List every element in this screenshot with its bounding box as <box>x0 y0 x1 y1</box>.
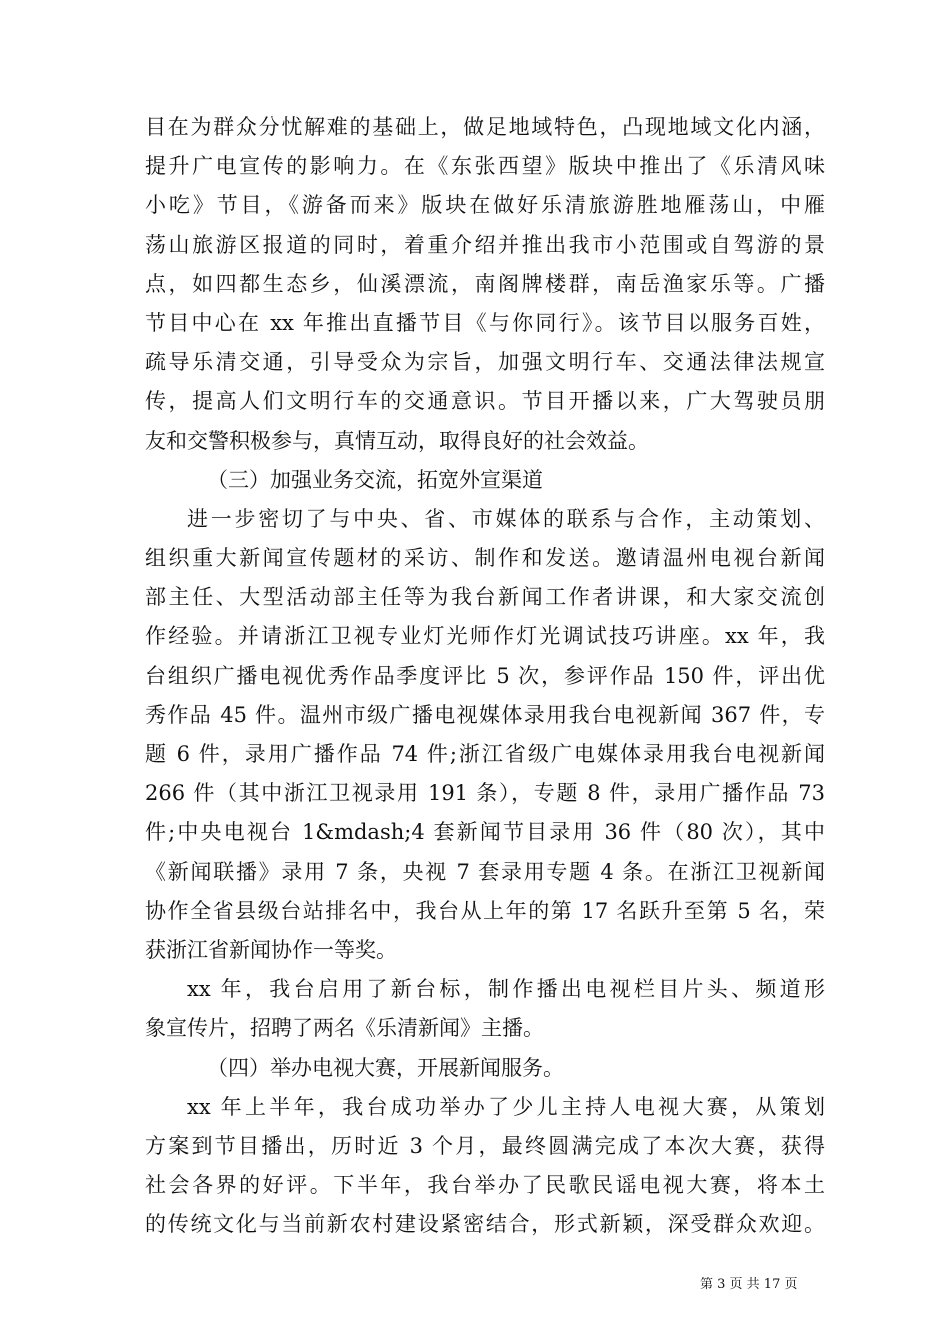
text-line: 部主任、大型活动部主任等为我台新闻工作者讲课，和大家交流创 <box>145 585 825 610</box>
text-line: 节目中心在 xx 年推出直播节目《与你同行》。该节目以服务百姓， <box>145 310 825 335</box>
text-line: 点，如四都生态乡，仙溪漂流，南阁牌楼群，南岳渔家乐等。广播 <box>145 271 825 296</box>
section-heading: （三）加强业务交流，拓宽外宣渠道 <box>207 467 543 492</box>
text-line: 社会各界的好评。下半年，我台举办了民歌民谣电视大赛，将本土 <box>145 1173 825 1198</box>
text-line: 题 6 件，录用广播作品 74 件;浙江省级广电媒体录用我台电视新闻 <box>145 742 825 766</box>
text-line: xx 年上半年，我台成功举办了少儿主持人电视大赛，从策划 <box>187 1094 825 1119</box>
section-heading: （四）举办电视大赛，开展新闻服务。 <box>207 1055 564 1080</box>
body-text <box>145 108 825 1244</box>
text-line: 疏导乐清交通，引导受众为宗旨，加强文明行车、交通法律法规宣 <box>145 350 825 375</box>
text-line: 荡山旅游区报道的同时，着重介绍并推出我市小范围或自驾游的景 <box>145 232 825 257</box>
text-line: 作经验。并请浙江卫视专业灯光师作灯光调试技巧讲座。xx 年，我 <box>145 624 825 649</box>
page-number: 第 3 页 共 17 页 <box>700 1277 798 1292</box>
text-line: xx 年，我台启用了新台标，制作播出电视栏目片头、频道形 <box>187 977 825 1002</box>
text-line: 传，提高人们文明行车的交通意识。节目开播以来，广大驾驶员朋 <box>145 389 825 414</box>
text-line: 提升广电宣传的影响力。在《东张西望》版块中推出了《乐清风味 <box>145 154 825 179</box>
text-line: 小吃》节目，《游备而来》版块在做好乐清旅游胜地雁荡山，中雁 <box>145 193 825 218</box>
text-line: 协作全省县级台站排名中，我台从上年的第 17 名跃升至第 5 名，荣 <box>145 898 825 923</box>
text-line: 件;中央电视台 1&mdash;4 套新闻节目录用 36 件（80 次），其中 <box>145 820 825 845</box>
text-line: 《新闻联播》录用 7 条，央视 7 套录用专题 4 条。在浙江卫视新闻 <box>145 859 825 884</box>
text-line: 台组织广播电视优秀作品季度评比 5 次，参评作品 150 件，评出优 <box>145 663 825 688</box>
text-line: 获浙江省新闻协作一等奖。 <box>145 937 397 962</box>
text-line: 组织重大新闻宣传题材的采访、制作和发送。邀请温州电视台新闻 <box>145 546 825 571</box>
text-line: 进一步密切了与中央、省、市媒体的联系与合作，主动策划、 <box>187 506 825 531</box>
text-line: 的传统文化与当前新农村建设紧密结合，形式新颖，深受群众欢迎。 <box>145 1212 825 1237</box>
text-line: 秀作品 45 件。温州市级广播电视媒体录用我台电视新闻 367 件，专 <box>145 702 825 727</box>
text-line: 266 件（其中浙江卫视录用 191 条），专题 8 件，录用广播作品 73 <box>145 781 825 806</box>
text-line: 目在为群众分忧解难的基础上，做足地域特色，凸现地域文化内涵， <box>145 115 825 139</box>
text-line: 方案到节目播出，历时近 3 个月，最终圆满完成了本次大赛，获得 <box>145 1133 825 1158</box>
text-line: 象宣传片，招聘了两名《乐清新闻》主播。 <box>145 1016 544 1041</box>
text-line: 友和交警积极参与，真情互动，取得良好的社会效益。 <box>145 428 649 453</box>
